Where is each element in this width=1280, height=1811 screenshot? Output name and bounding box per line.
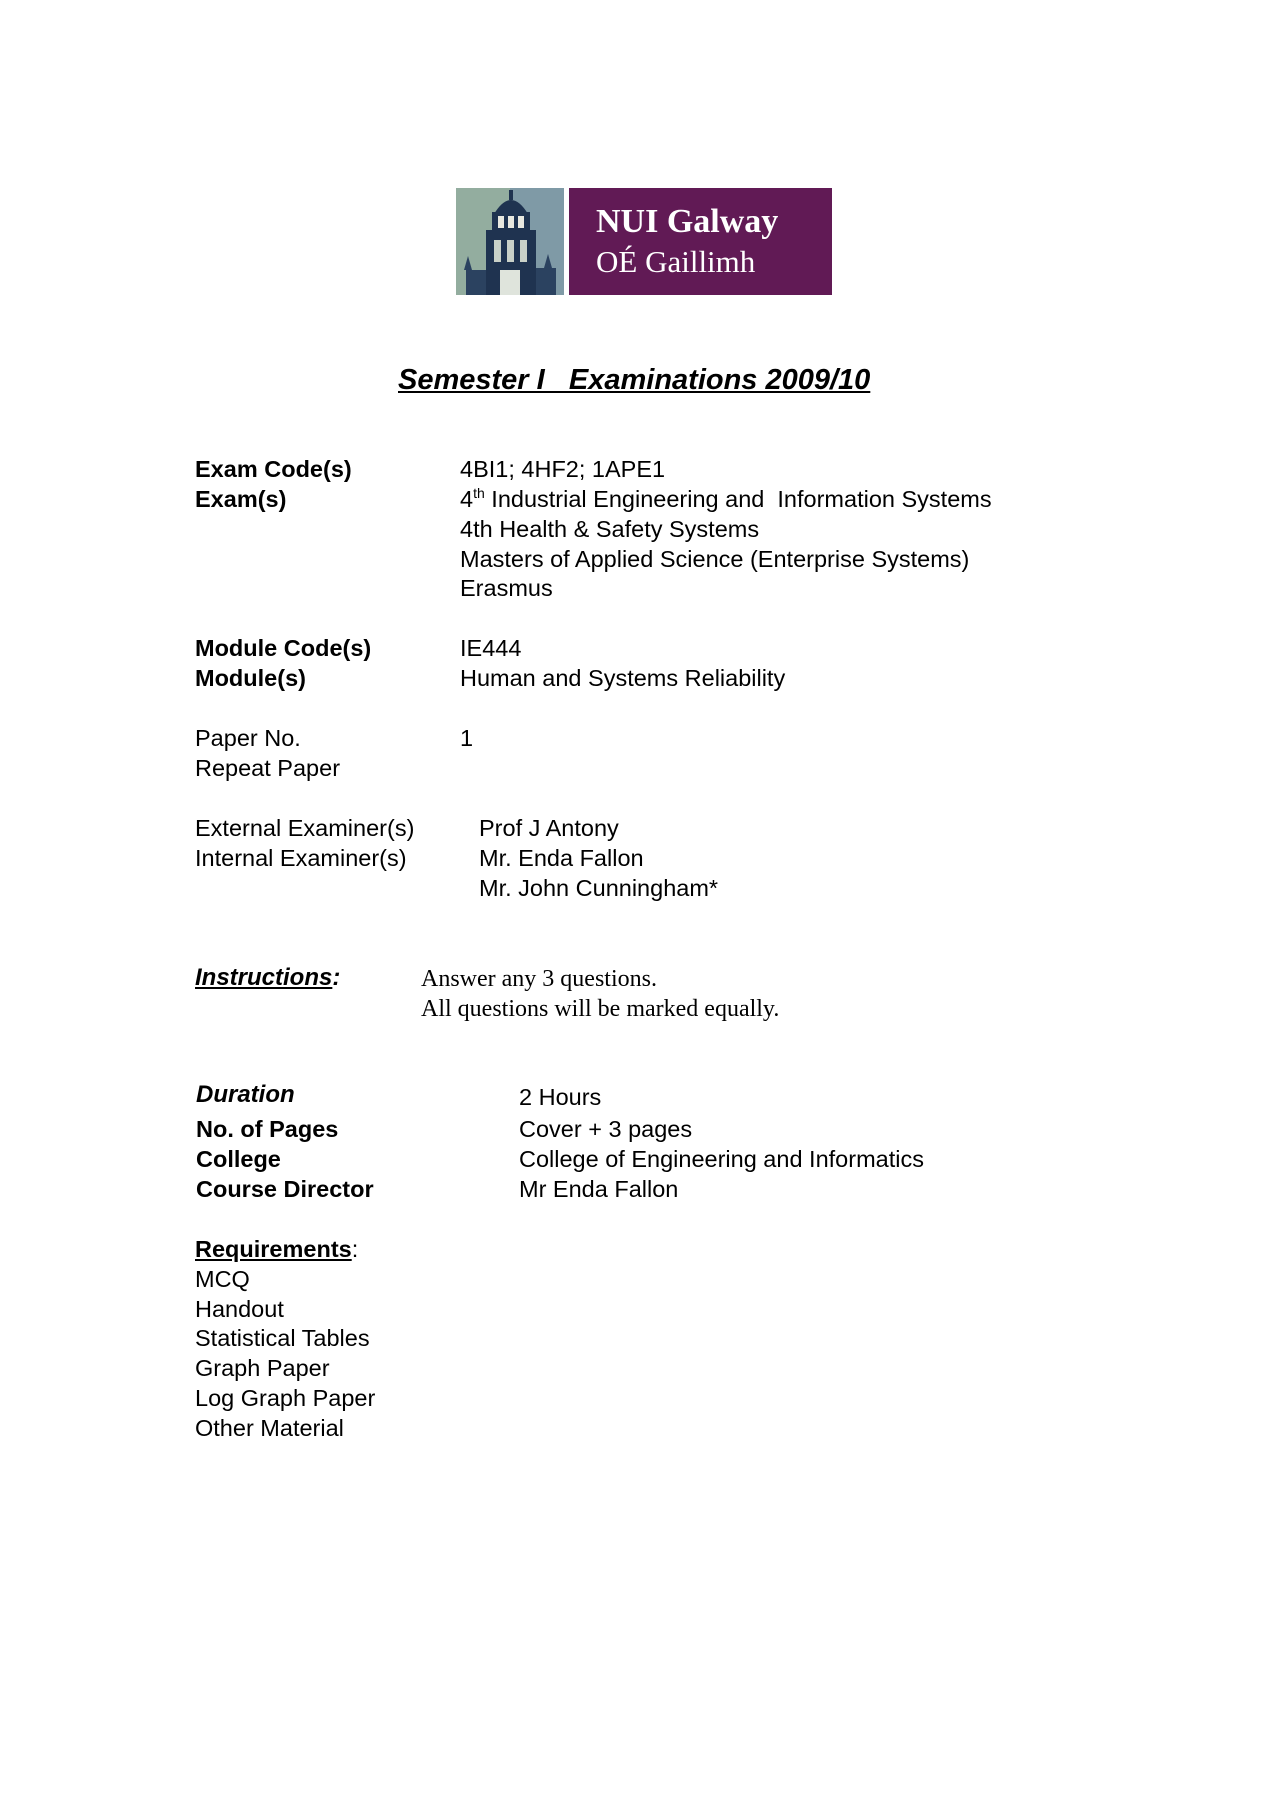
requirement-item: Other Material — [195, 1415, 344, 1441]
requirements-label — [195, 1236, 358, 1263]
pages-value: Cover + 3 pages — [519, 1116, 693, 1142]
instructions-line-2: All questions will be marked equally. — [421, 996, 780, 1022]
page-title: Semester I Examinations 2009/10 — [398, 364, 871, 396]
paper-no-value: 1 — [460, 725, 474, 751]
instructions-line-1: Answer any 3 questions. — [421, 966, 657, 992]
external-examiner-label: External Examiner(s) — [195, 815, 415, 841]
course-director-label: Course Director — [196, 1176, 374, 1202]
exam-code-label: Exam Code(s) — [195, 456, 352, 482]
exams-label: Exam(s) — [195, 486, 287, 512]
logo-name-ga: OÉ Gaillimh — [596, 244, 756, 279]
paper-no-label: Paper No. — [195, 725, 301, 751]
exams-line-3: Masters of Applied Science (Enterprise Systems) — [460, 546, 970, 572]
module-value: Human and Systems Reliability — [460, 665, 786, 691]
repeat-paper-label: Repeat Paper — [195, 755, 341, 781]
internal-examiner-label: Internal Examiner(s) — [195, 845, 407, 871]
nui-galway-logo — [456, 188, 832, 295]
logo-brand-panel — [569, 188, 832, 295]
requirements-colon: : — [351, 1236, 359, 1262]
instructions-label — [195, 964, 340, 992]
module-label: Module(s) — [195, 665, 306, 691]
logo-name-en: NUI Galway — [596, 203, 779, 240]
exams-line-1-sup: th — [473, 485, 485, 502]
exams-line-1-text: Industrial Engineering and Information Systems — [484, 486, 992, 512]
requirements-label-text: Requirements — [195, 1236, 352, 1262]
module-code-value: IE444 — [460, 635, 522, 661]
duration-label: Duration — [196, 1081, 295, 1108]
exams-line-1 — [460, 486, 992, 513]
requirement-item: MCQ — [195, 1266, 250, 1292]
college-value: College of Engineering and Informatics — [519, 1146, 924, 1172]
requirement-item: Handout — [195, 1296, 284, 1322]
requirement-item: Log Graph Paper — [195, 1385, 376, 1411]
internal-examiner-value-1: Mr. Enda Fallon — [479, 845, 644, 871]
duration-value: 2 Hours — [519, 1084, 602, 1110]
exam-code-value: 4BI1; 4HF2; 1APE1 — [460, 456, 666, 482]
course-director-value: Mr Enda Fallon — [519, 1176, 679, 1202]
exams-line-2: 4th Health & Safety Systems — [460, 516, 760, 542]
instructions-label-text: Instructions — [195, 964, 333, 991]
exams-line-1-num: 4 — [460, 486, 474, 512]
requirement-item: Graph Paper — [195, 1355, 330, 1381]
external-examiner-value: Prof J Antony — [479, 815, 619, 841]
instructions-colon: : — [332, 964, 341, 991]
requirement-item: Statistical Tables — [195, 1325, 370, 1351]
pages-label: No. of Pages — [196, 1116, 339, 1142]
internal-examiner-value-2: Mr. John Cunningham* — [479, 875, 719, 901]
module-code-label: Module Code(s) — [195, 635, 372, 661]
college-label: College — [196, 1146, 281, 1172]
clock-tower-icon — [456, 188, 564, 295]
exams-line-4: Erasmus — [460, 575, 553, 601]
